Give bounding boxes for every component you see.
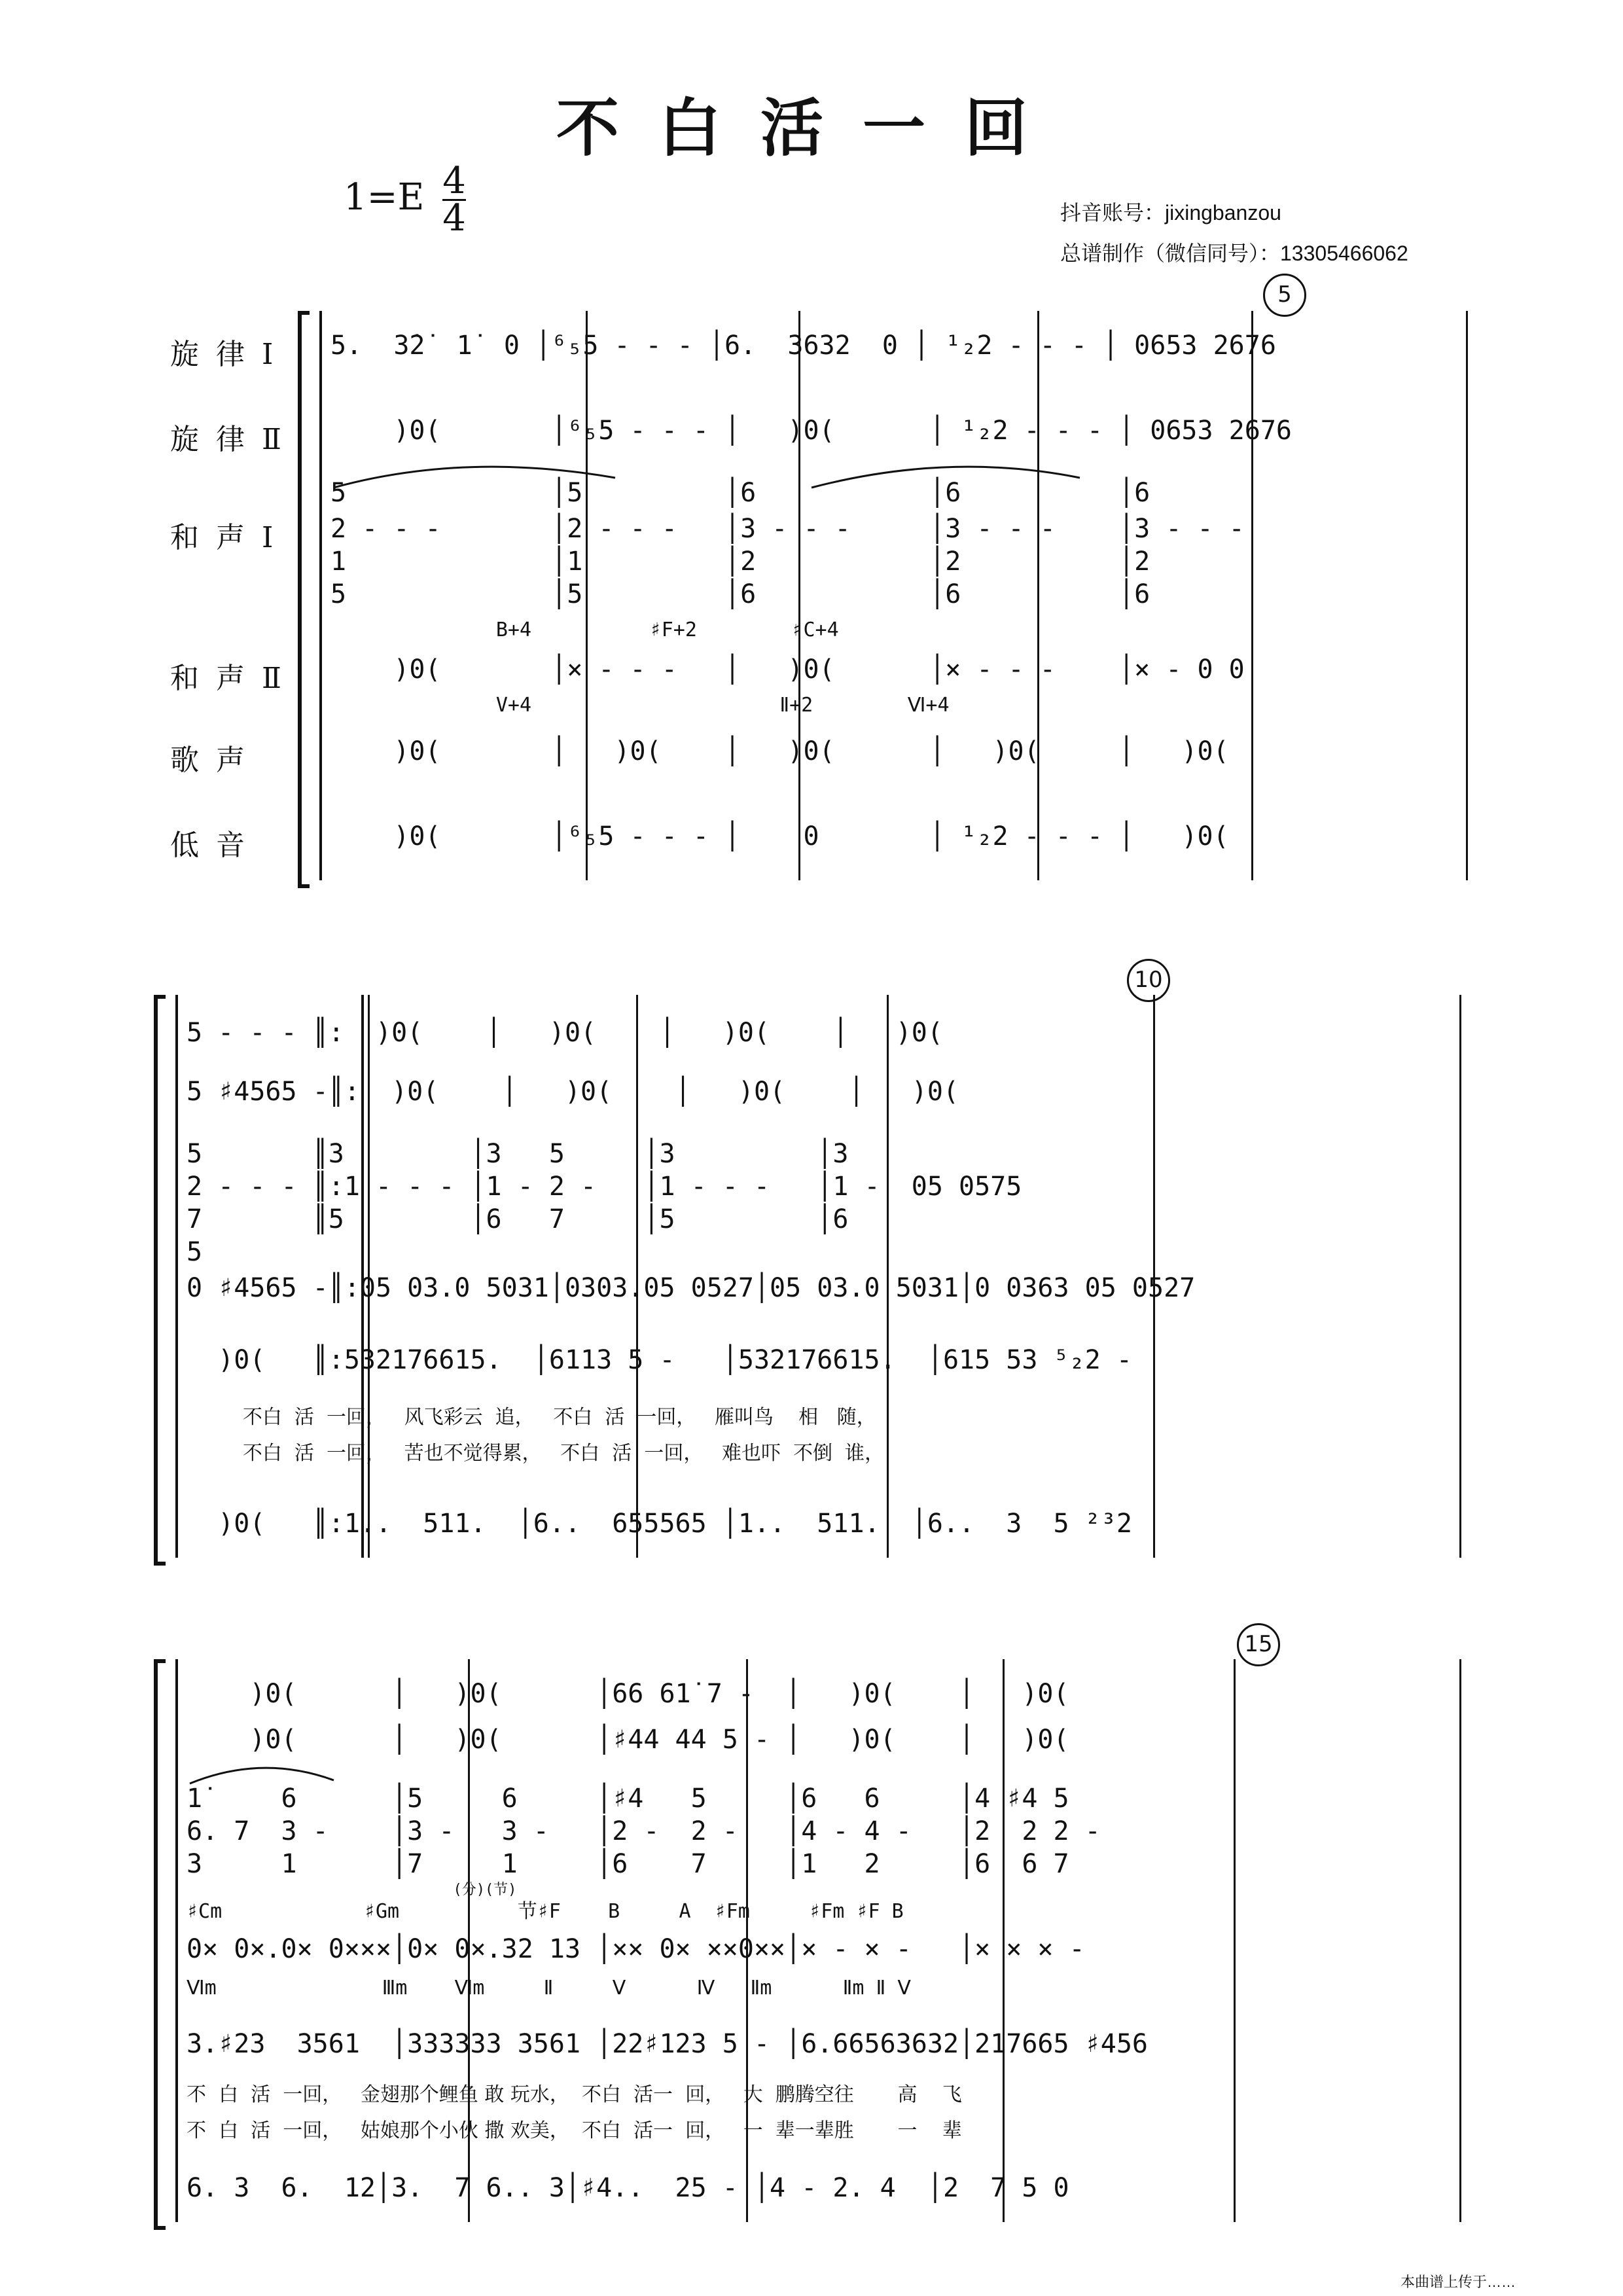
s3-harmony1-b: 6. 7 3 - │3 - 3 - │2 - 2 - │4 - 4 - │2 2 2 -: [187, 1816, 1101, 1846]
system1-barline-end: [1466, 311, 1468, 880]
s1-chords: B+4 ♯F+2 ♯C+4: [330, 619, 839, 641]
key-label: 1=E: [344, 176, 425, 219]
s1-bass: )0( │⁶₅5 - - - │ 0 │ ¹₂2 - - - │ )0(: [330, 821, 1229, 852]
system3-barline-start: [175, 1659, 178, 2222]
measure-number: 15: [1237, 1623, 1280, 1666]
s3-melody1: )0( │ )0( │66 61̇ 7 - │ )0( │ )0(: [187, 1679, 1069, 1709]
score-maker: 总谱制作（微信同号）：13305466062: [1060, 242, 1408, 265]
row-label-harmony1: 和声Ⅰ: [170, 521, 291, 554]
s3-lyric-verse2: 不 白 活 一回， 姑娘那个小伙 撒 欢美， 不白 活一 回， 一 辈一辈胜 一 辈: [187, 2119, 962, 2142]
s1-melody1: 5. 3̇2̇ 1̇ 0 │⁶₅5 - - - │6. 3632 0 │ ¹₂2 - - - │ 0653 2676: [330, 331, 1276, 361]
system1-bracket: [298, 311, 310, 888]
system2-bracket: [154, 995, 166, 1566]
s1-harmony1-low: 1 │1 │2 │2 │2: [330, 547, 1150, 577]
key-signature: [344, 160, 466, 240]
s2-lyric-verse1: 不白 活 一回， 风飞彩云 追， 不白 活 一回， 雁叫鸟 相 随，: [187, 1406, 876, 1429]
s2-harmony1-b: 2 - - - ║:1 - - - │1 - 2 - │1 - - - │1 - 05 0575: [187, 1172, 1022, 1202]
s1-harmony2: )0( │× - - - │ )0( │× - - - │× - 0 0: [330, 655, 1245, 685]
s3-harmony1-a: 1̇ 6 │5 6 │♯4 5 │6 6 │4 ♯4 5: [187, 1784, 1069, 1814]
s1-harmony1-bass: 5 │5 │6 │6 │6: [330, 579, 1150, 609]
system2-barline-end: [1459, 995, 1461, 1558]
s3-fen-jie-marks: (分)(节): [366, 1882, 517, 1898]
s1-roman: V+4 Ⅱ+2 Ⅵ+4: [330, 694, 950, 717]
s2-harmony2: 0 ♯4565 -║:05 03.0 5031│0303.05 0527│05 03.0 5031│0 0363 05 0527: [187, 1273, 1196, 1303]
s1-harmony1-top: 5 │5 │6 │6 │6: [330, 478, 1150, 508]
s1-harmony1-mid: 2 - - - │2 - - - │3 - - - │3 - - - │3 - - -: [330, 514, 1245, 544]
system1-barline-start: [319, 311, 322, 880]
s1-harmony-slurs: [327, 452, 1178, 491]
footer-upload-note: 本曲谱上传于……: [1400, 2274, 1516, 2290]
measure-number: 5: [1263, 274, 1306, 317]
system3-barline: [1234, 1659, 1236, 2222]
system3-barline-end: [1459, 1659, 1461, 2222]
row-label-bass: 低音: [170, 829, 262, 862]
s2-lyric-verse2: 不白 活 一回， 苦也不觉得累， 不白 活 一回， 难也吓 不倒 谁，: [187, 1442, 885, 1465]
s2-harmony1-a: 5 ║3 │3 5 │3 │3: [187, 1139, 849, 1169]
row-label-melody2: 旋律Ⅱ: [170, 423, 298, 456]
system3-bracket: [154, 1659, 166, 2230]
row-label-voice: 歌声: [170, 744, 262, 777]
s2-harmony1-c: 7 ║5 │6 7 │5 │6: [187, 1204, 849, 1234]
douyin-account: 抖音账号：jixingbanzou: [1060, 201, 1281, 224]
measure-number: 10: [1127, 959, 1170, 1002]
s3-melody2: )0( │ )0( │♯44 44 5 - │ )0( │ )0(: [187, 1725, 1069, 1755]
time-signature: [442, 160, 466, 240]
system1-barline: [1251, 311, 1253, 880]
s2-melody1: 5 - - - ║: )0( │ )0( │ )0( │ )0(: [187, 1018, 943, 1048]
s1-melody2: )0( │⁶₅5 - - - │ )0( │ ¹₂2 - - - │ 0653 2676: [330, 416, 1293, 446]
s2-harmony1-d: 5: [187, 1237, 203, 1267]
time-sig-bottom: 4: [442, 197, 466, 240]
s3-harmony1-c: 3 1 │7 1 │6 7 │1 2 │6 6 7: [187, 1849, 1069, 1879]
row-label-melody1: 旋律Ⅰ: [170, 338, 291, 371]
s3-bass: 6. 3 6. 12│3. 7 6.. 3│♯4.. 25 - │4 - 2. 4 │2 7 5 0: [187, 2173, 1069, 2203]
s3-voice: 3.♯23 3561 │333333 3561 │22♯123 5 - │6.66563632│217665 ♯456: [187, 2029, 1149, 2059]
s3-harmony-slur: [183, 1754, 380, 1787]
s3-harmony2: 0× 0×.0× 0×××│0× 0×.32 13 │×× 0× ××0××│× - × - │× × × -: [187, 1934, 1085, 1964]
row-label-harmony2: 和声Ⅱ: [170, 662, 298, 695]
s3-roman: Ⅵm Ⅲm Ⅵm Ⅱ Ⅴ Ⅳ Ⅱm Ⅱm Ⅱ Ⅴ: [187, 1977, 911, 2000]
s3-chords: ♯Cm ♯Gm 节♯F B A ♯Fm ♯Fm ♯F B: [187, 1900, 904, 1923]
time-sig-top: 4: [442, 160, 466, 202]
s3-lyric-verse1: 不 白 活 一回， 金翅那个鲤鱼 敢 玩水， 不白 活一 回， 大 鹏腾空往 高 飞: [187, 2083, 962, 2106]
system2-barline-start: [175, 995, 178, 1558]
page-title: 不白活一回: [556, 92, 1067, 165]
s1-voice: )0( │ )0( │ )0( │ )0( │ )0(: [330, 736, 1229, 766]
s2-voice: )0( ║:532176615. │6113 5 - │532176615. │615 53 ⁵₂2 -: [187, 1345, 1132, 1375]
s2-bass: )0( ║:1.. 511. │6.. 655565 │1.. 511. │6.. 3 5 ²³2: [187, 1509, 1132, 1539]
s2-melody2: 5 ♯4565 -║: )0( │ )0( │ )0( │ )0(: [187, 1077, 959, 1107]
